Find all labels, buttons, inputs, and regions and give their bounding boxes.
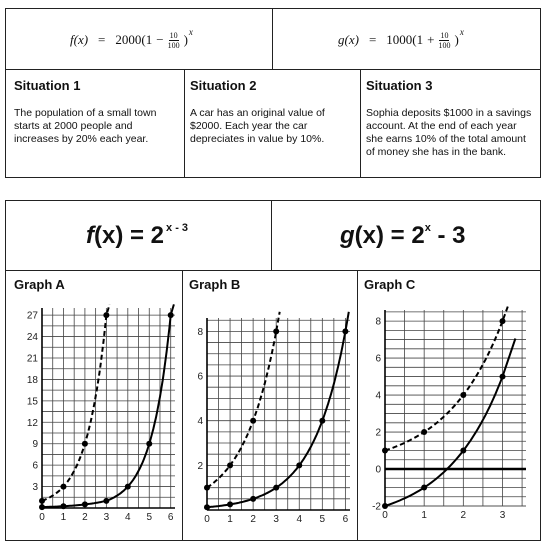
g-big-tail: - 3 bbox=[430, 222, 466, 249]
situation-3-text: Sophia deposits $1000 in a savings account. At the end of each year she earns 10% of the total amount of money she has in the bank. bbox=[366, 107, 532, 158]
y-tick-label: 8 bbox=[375, 316, 381, 328]
y-tick-label: 2 bbox=[375, 427, 381, 439]
g-formula-exp: x bbox=[459, 27, 464, 37]
g-formula-den: 100 bbox=[438, 40, 451, 50]
f-formula-lhs: f(x) bbox=[70, 32, 89, 47]
f-formula-exp: x bbox=[188, 27, 193, 37]
g-big-arg: (x) = 2 bbox=[354, 222, 425, 249]
g-formula-lhs: g(x) bbox=[338, 32, 359, 47]
data-point bbox=[421, 429, 427, 435]
y-tick-label: 15 bbox=[26, 396, 38, 408]
g-big-exp: x bbox=[424, 222, 431, 234]
data-point bbox=[500, 374, 506, 380]
g-formula-eq: = bbox=[368, 32, 377, 47]
y-tick-label: 6 bbox=[32, 460, 38, 472]
x-tick-label: 0 bbox=[204, 514, 210, 525]
g-formula-num: 10 bbox=[440, 30, 449, 40]
f-formula-close: ) bbox=[183, 32, 188, 47]
g-formula-close: ) bbox=[454, 32, 459, 47]
y-tick-label: 18 bbox=[26, 374, 38, 386]
x-tick-label: 3 bbox=[103, 512, 110, 523]
x-tick-label: 0 bbox=[39, 512, 45, 523]
g-formula-op: + bbox=[427, 32, 435, 47]
y-tick-label: 9 bbox=[32, 439, 38, 451]
x-tick-label: 5 bbox=[146, 512, 153, 523]
y-tick-label: 0 bbox=[375, 464, 381, 476]
situation-2-title: Situation 2 bbox=[190, 78, 257, 93]
x-tick-label: 2 bbox=[250, 514, 256, 525]
x-tick-label: 0 bbox=[382, 510, 388, 521]
y-tick-label: -2 bbox=[372, 501, 381, 513]
g-big-name: g bbox=[340, 222, 355, 249]
x-tick-label: 1 bbox=[227, 514, 233, 525]
f-formula-den: 100 bbox=[167, 40, 180, 50]
data-point bbox=[382, 503, 388, 509]
x-tick-label: 5 bbox=[319, 514, 326, 525]
y-tick-label: 2 bbox=[197, 460, 203, 472]
f-formula-num: 10 bbox=[169, 30, 178, 40]
y-tick-label: 4 bbox=[197, 416, 203, 428]
x-tick-label: 3 bbox=[499, 510, 506, 521]
x-tick-label: 4 bbox=[125, 512, 131, 523]
y-tick-label: 24 bbox=[26, 332, 38, 344]
f-formula-eq: = bbox=[98, 32, 106, 47]
y-tick-label: 8 bbox=[197, 326, 203, 338]
data-point bbox=[500, 318, 506, 324]
graph-a-title: Graph A bbox=[14, 277, 65, 292]
data-point bbox=[382, 448, 388, 454]
y-tick-label: 4 bbox=[375, 390, 381, 402]
data-point bbox=[460, 392, 466, 398]
x-tick-label: 1 bbox=[421, 510, 427, 521]
x-tick-label: 3 bbox=[273, 514, 279, 525]
x-tick-label: 6 bbox=[342, 514, 349, 525]
f-big-name: f bbox=[86, 222, 94, 249]
f-formula-coef: 2000(1 bbox=[115, 32, 153, 47]
x-tick-label: 1 bbox=[60, 512, 67, 523]
y-tick-label: 3 bbox=[32, 482, 38, 494]
x-tick-label: 6 bbox=[167, 512, 174, 523]
f-big-arg: (x) = 2 bbox=[94, 222, 165, 249]
situation-2-text: A car has an original value of $2000. Each year the car depreciates in value by 10%. bbox=[190, 107, 325, 145]
situation-1-title: Situation 1 bbox=[14, 78, 81, 93]
x-tick-label: 4 bbox=[296, 514, 303, 525]
dashed-curve bbox=[385, 305, 508, 451]
f-big-exp: x - 3 bbox=[166, 222, 189, 234]
y-tick-label: 21 bbox=[26, 353, 38, 365]
graph-c-title: Graph C bbox=[364, 277, 416, 292]
g-formula-coef: 1000(1 bbox=[386, 32, 424, 47]
data-point bbox=[460, 448, 466, 454]
f-formula-op: − bbox=[156, 32, 164, 47]
x-tick-label: 2 bbox=[460, 510, 467, 521]
situation-1-text: The population of a small town starts at 2000 people and increases by 20% each year. bbox=[14, 107, 157, 145]
y-tick-label: 6 bbox=[197, 371, 203, 383]
y-tick-label: 12 bbox=[26, 417, 38, 429]
graph-b-title: Graph B bbox=[189, 277, 241, 292]
y-tick-label: 6 bbox=[375, 353, 381, 365]
data-point bbox=[421, 485, 427, 491]
x-tick-label: 2 bbox=[82, 512, 88, 523]
situation-3-title: Situation 3 bbox=[366, 78, 433, 93]
y-tick-label: 27 bbox=[26, 310, 38, 322]
